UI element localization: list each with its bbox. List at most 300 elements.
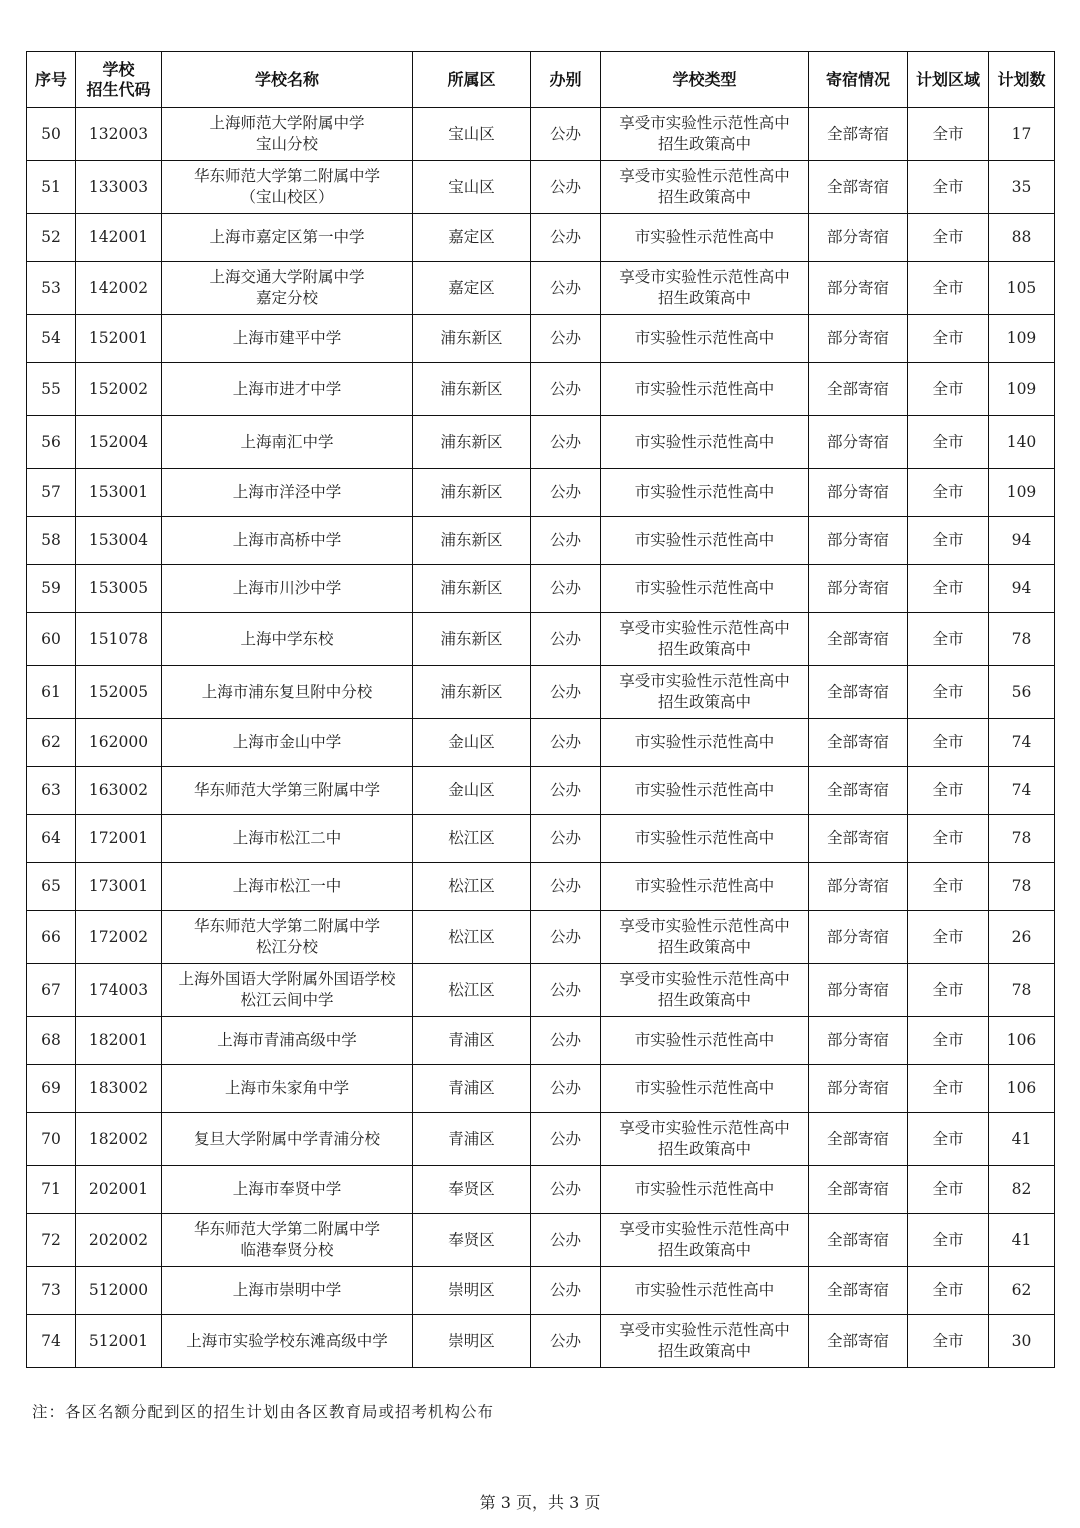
cell-district-text: 松江区: [448, 980, 495, 999]
cell-plan-count-text: 62: [1011, 1281, 1032, 1299]
cell-code-text: 162000: [88, 733, 149, 751]
cell-boarding-text: 全部寄宿: [826, 177, 889, 196]
table-row: [27, 469, 1055, 517]
cell-school-type-text: 享受市实验性示范性高中 招生政策高中: [619, 114, 790, 153]
cell-plan-count: [989, 517, 1055, 565]
cell-boarding: [809, 911, 908, 964]
table-row: [27, 416, 1055, 469]
cell-plan-count-text: 106: [1006, 1079, 1037, 1097]
cell-plan-area: [908, 1166, 989, 1214]
cell-code: [76, 964, 162, 1017]
cell-boarding: [809, 363, 908, 416]
cell-plan-area-text: 全市: [932, 1079, 964, 1097]
cell-plan-count-text: 74: [1011, 781, 1032, 799]
footnote: 注：各区名额分配到区的招生计划由各区教育局或招考机构公布: [32, 1403, 495, 1421]
cell-school-name-text: 上海市松江二中: [232, 829, 342, 847]
cell-seq-text: 54: [41, 329, 61, 347]
cell-code-text: 152002: [88, 379, 149, 398]
cell-plan-count-text: 109: [1006, 483, 1037, 501]
cell-seq: [27, 613, 76, 666]
cell-school-name: [162, 1113, 413, 1166]
cell-seq: [27, 1315, 76, 1368]
cell-code-text: 173001: [88, 877, 149, 895]
cell-plan-count-text: 106: [1006, 1031, 1037, 1049]
cell-code-text: 142002: [88, 278, 149, 297]
cell-plan-area-text: 全市: [932, 629, 964, 648]
cell-code-text: 153005: [88, 579, 149, 597]
cell-boarding: [809, 262, 908, 315]
cell-school-name-text: 上海市金山中学: [232, 733, 342, 751]
table-row: [27, 815, 1055, 863]
cell-run-type: [531, 517, 601, 565]
cell-plan-count: [989, 815, 1055, 863]
cell-plan-area: [908, 911, 989, 964]
table-row: [27, 613, 1055, 666]
cell-boarding-text: 部分寄宿: [826, 1031, 889, 1049]
cell-district: [413, 469, 531, 517]
cell-school-name-text: 上海中学东校: [240, 629, 334, 648]
cell-school-name: [162, 1214, 413, 1267]
cell-school-name-text: 上海市浦东复旦附中分校: [201, 682, 373, 701]
cell-seq: [27, 1017, 76, 1065]
cell-plan-area-text: 全市: [932, 980, 964, 999]
cell-code-text: 132003: [88, 124, 149, 143]
table-row: [27, 767, 1055, 815]
cell-run-type: [531, 767, 601, 815]
cell-school-type: [601, 1113, 809, 1166]
cell-district-text: 青浦区: [448, 1031, 495, 1049]
cell-school-name: [162, 108, 413, 161]
cell-plan-area: [908, 416, 989, 469]
cell-seq-text: 70: [41, 1129, 61, 1148]
cell-code: [76, 469, 162, 517]
table-row: [27, 262, 1055, 315]
cell-district: [413, 214, 531, 262]
cell-district: [413, 666, 531, 719]
cell-plan-area-text: 全市: [932, 228, 964, 246]
cell-district: [413, 108, 531, 161]
cell-seq: [27, 1166, 76, 1214]
cell-plan-area: [908, 815, 989, 863]
cell-run-type-text: 公办: [549, 1180, 581, 1198]
cell-boarding: [809, 613, 908, 666]
cell-school-name: [162, 1065, 413, 1113]
cell-district: [413, 315, 531, 363]
cell-district-text: 青浦区: [448, 1129, 495, 1148]
cell-code: [76, 1267, 162, 1315]
cell-school-name: [162, 767, 413, 815]
cell-plan-area-text: 全市: [932, 483, 964, 501]
table-row: [27, 1267, 1055, 1315]
cell-school-name-text: 上海南汇中学: [240, 432, 334, 451]
cell-plan-count: [989, 719, 1055, 767]
cell-seq: [27, 911, 76, 964]
cell-school-name: [162, 911, 413, 964]
cell-boarding: [809, 767, 908, 815]
cell-boarding-text: 部分寄宿: [826, 483, 889, 501]
cell-plan-area: [908, 1017, 989, 1065]
cell-seq: [27, 1267, 76, 1315]
cell-school-name-text: 上海市建平中学: [232, 329, 342, 347]
cell-seq: [27, 517, 76, 565]
cell-school-type-text: 享受市实验性示范性高中 招生政策高中: [619, 619, 790, 658]
cell-code-text: 202002: [88, 1230, 149, 1249]
cell-code: [76, 108, 162, 161]
cell-district: [413, 815, 531, 863]
cell-plan-count: [989, 363, 1055, 416]
cell-school-name: [162, 613, 413, 666]
cell-code: [76, 666, 162, 719]
cell-seq-text: 50: [41, 124, 61, 143]
cell-run-type: [531, 1267, 601, 1315]
cell-district: [413, 1267, 531, 1315]
cell-code-text: 182002: [88, 1129, 149, 1148]
cell-run-type: [531, 911, 601, 964]
cell-boarding-text: 部分寄宿: [826, 1079, 889, 1097]
cell-school-type: [601, 613, 809, 666]
cell-plan-count-text: 41: [1011, 1230, 1032, 1249]
cell-school-type: [601, 1065, 809, 1113]
cell-plan-area: [908, 108, 989, 161]
cell-district-text: 奉贤区: [448, 1230, 495, 1249]
cell-school-name: [162, 161, 413, 214]
cell-code: [76, 517, 162, 565]
cell-run-type-text: 公办: [549, 927, 581, 946]
cell-district-text: 嘉定区: [448, 278, 495, 297]
cell-plan-count-text: 41: [1011, 1129, 1032, 1148]
cell-school-name: [162, 363, 413, 416]
cell-run-type: [531, 666, 601, 719]
cell-boarding: [809, 565, 908, 613]
cell-district: [413, 964, 531, 1017]
cell-school-name-text: 复旦大学附属中学青浦分校: [193, 1129, 380, 1148]
cell-plan-count-text: 78: [1011, 829, 1032, 847]
cell-boarding-text: 部分寄宿: [826, 579, 889, 597]
cell-plan-area: [908, 1065, 989, 1113]
cell-plan-count: [989, 911, 1055, 964]
cell-school-type-text: 市实验性示范性高中: [634, 483, 775, 501]
cell-run-type: [531, 863, 601, 911]
cell-plan-area-text: 全市: [932, 329, 964, 347]
cell-plan-count: [989, 108, 1055, 161]
cell-seq: [27, 863, 76, 911]
cell-run-type-text: 公办: [549, 124, 581, 143]
cell-seq: [27, 815, 76, 863]
cell-run-type-text: 公办: [549, 733, 581, 751]
cell-school-name: [162, 214, 413, 262]
cell-code: [76, 315, 162, 363]
cell-plan-area: [908, 863, 989, 911]
cell-run-type: [531, 719, 601, 767]
cell-plan-count: [989, 416, 1055, 469]
cell-school-type: [601, 767, 809, 815]
cell-school-type-text: 市实验性示范性高中: [634, 877, 775, 895]
cell-boarding: [809, 1065, 908, 1113]
cell-school-name-text: 华东师范大学第二附属中学 松江分校: [193, 917, 380, 956]
cell-school-type-text: 享受市实验性示范性高中 招生政策高中: [619, 970, 790, 1009]
cell-run-type-text: 公办: [549, 579, 581, 597]
cell-seq-text: 52: [41, 228, 61, 246]
cell-plan-count-text: 78: [1011, 629, 1032, 648]
cell-seq: [27, 262, 76, 315]
cell-seq-text: 60: [41, 629, 61, 648]
cell-school-name-text: 上海市青浦高级中学: [217, 1031, 357, 1049]
table-row: [27, 517, 1055, 565]
cell-plan-count-text: 74: [1011, 733, 1032, 751]
cell-plan-area: [908, 517, 989, 565]
header-code-line1: 学校: [102, 59, 135, 79]
cell-district-text: 金山区: [448, 781, 495, 799]
cell-code: [76, 416, 162, 469]
cell-plan-count-text: 82: [1011, 1180, 1032, 1198]
cell-plan-area-text: 全市: [932, 432, 964, 451]
cell-district-text: 浦东新区: [440, 682, 503, 701]
cell-school-name: [162, 416, 413, 469]
cell-code: [76, 161, 162, 214]
cell-plan-count: [989, 1214, 1055, 1267]
cell-plan-count-text: 30: [1011, 1331, 1032, 1350]
cell-code: [76, 1113, 162, 1166]
cell-school-type-text: 市实验性示范性高中: [634, 733, 775, 751]
cell-run-type-text: 公办: [549, 980, 581, 999]
cell-school-type: [601, 863, 809, 911]
cell-code: [76, 613, 162, 666]
cell-plan-area-text: 全市: [932, 379, 964, 398]
cell-school-name-text: 上海交通大学附属中学 嘉定分校: [209, 268, 365, 307]
cell-school-type: [601, 108, 809, 161]
cell-district-text: 浦东新区: [440, 483, 503, 501]
cell-plan-count: [989, 469, 1055, 517]
cell-code: [76, 262, 162, 315]
cell-district: [413, 1166, 531, 1214]
cell-seq-text: 71: [41, 1180, 61, 1198]
cell-plan-count: [989, 565, 1055, 613]
cell-school-type-text: 享受市实验性示范性高中 招生政策高中: [619, 672, 790, 711]
cell-school-name-text: 上海市进才中学: [232, 379, 342, 398]
cell-run-type-text: 公办: [549, 1230, 581, 1249]
cell-district: [413, 517, 531, 565]
cell-district: [413, 416, 531, 469]
cell-seq: [27, 108, 76, 161]
table-row: [27, 1214, 1055, 1267]
cell-boarding-text: 部分寄宿: [826, 329, 889, 347]
header-row: [27, 52, 1055, 108]
cell-plan-area-text: 全市: [932, 733, 964, 751]
cell-seq-text: 61: [41, 682, 61, 701]
cell-district: [413, 863, 531, 911]
header-name: 学校名称: [162, 52, 413, 108]
cell-boarding: [809, 1267, 908, 1315]
cell-plan-count-text: 88: [1011, 228, 1032, 246]
cell-boarding-text: 全部寄宿: [826, 1281, 889, 1299]
cell-boarding: [809, 863, 908, 911]
cell-seq-text: 67: [41, 980, 61, 999]
cell-boarding-text: 全部寄宿: [826, 1230, 889, 1249]
cell-boarding: [809, 161, 908, 214]
cell-run-type: [531, 1166, 601, 1214]
cell-school-name-text: 华东师范大学第二附属中学 临港奉贤分校: [193, 1220, 380, 1259]
cell-seq: [27, 363, 76, 416]
cell-seq-text: 59: [41, 579, 61, 597]
cell-seq: [27, 315, 76, 363]
cell-boarding-text: 全部寄宿: [826, 781, 889, 799]
cell-school-type-text: 市实验性示范性高中: [634, 781, 775, 799]
cell-plan-area-text: 全市: [932, 531, 964, 549]
cell-district: [413, 565, 531, 613]
table-row: [27, 964, 1055, 1017]
cell-plan-area-text: 全市: [932, 877, 964, 895]
cell-plan-area-text: 全市: [932, 1281, 964, 1299]
cell-code-text: 153001: [88, 483, 149, 501]
cell-school-type: [601, 262, 809, 315]
cell-seq: [27, 1065, 76, 1113]
cell-school-type: [601, 1017, 809, 1065]
cell-plan-area-text: 全市: [932, 124, 964, 143]
cell-seq-text: 63: [41, 781, 61, 799]
cell-run-type: [531, 214, 601, 262]
cell-school-type: [601, 719, 809, 767]
cell-code: [76, 911, 162, 964]
cell-school-name-text: 上海市川沙中学: [232, 579, 342, 597]
cell-run-type-text: 公办: [549, 329, 581, 347]
cell-boarding: [809, 416, 908, 469]
cell-district-text: 浦东新区: [440, 531, 503, 549]
cell-school-type: [601, 1166, 809, 1214]
cell-school-type: [601, 1315, 809, 1368]
cell-code-text: 512001: [88, 1331, 149, 1350]
header-plan-count: 计划数: [989, 52, 1055, 108]
cell-school-name: [162, 262, 413, 315]
cell-school-type: [601, 1214, 809, 1267]
cell-school-type-text: 市实验性示范性高中: [634, 432, 775, 451]
cell-code-text: 172001: [88, 829, 149, 847]
cell-plan-area-text: 全市: [932, 177, 964, 196]
cell-school-name: [162, 469, 413, 517]
cell-run-type: [531, 1065, 601, 1113]
cell-plan-count-text: 140: [1006, 432, 1037, 451]
cell-seq: [27, 565, 76, 613]
cell-run-type-text: 公办: [549, 432, 581, 451]
cell-seq: [27, 719, 76, 767]
cell-boarding: [809, 108, 908, 161]
table-row: [27, 1017, 1055, 1065]
cell-code-text: 163002: [88, 781, 149, 799]
cell-school-type: [601, 565, 809, 613]
table-row: [27, 363, 1055, 416]
cell-school-type-text: 享受市实验性示范性高中 招生政策高中: [619, 1321, 790, 1360]
cell-school-type: [601, 416, 809, 469]
table-row: [27, 214, 1055, 262]
cell-plan-count-text: 94: [1011, 579, 1032, 597]
cell-school-name: [162, 315, 413, 363]
cell-plan-area-text: 全市: [932, 1031, 964, 1049]
cell-code: [76, 719, 162, 767]
cell-plan-area: [908, 1267, 989, 1315]
cell-district-text: 奉贤区: [448, 1180, 495, 1198]
cell-code: [76, 565, 162, 613]
cell-plan-area-text: 全市: [932, 682, 964, 701]
cell-boarding-text: 全部寄宿: [826, 124, 889, 143]
cell-boarding-text: 全部寄宿: [826, 1129, 889, 1148]
cell-code-text: 183002: [88, 1079, 149, 1097]
cell-seq-text: 65: [41, 877, 61, 895]
cell-plan-area-text: 全市: [932, 927, 964, 946]
header-boarding: 寄宿情况: [809, 52, 908, 108]
cell-school-type-text: 市实验性示范性高中: [634, 531, 775, 549]
cell-district: [413, 1113, 531, 1166]
cell-plan-area: [908, 666, 989, 719]
cell-school-name: [162, 815, 413, 863]
cell-plan-count-text: 78: [1011, 877, 1032, 895]
cell-run-type: [531, 1113, 601, 1166]
cell-school-type: [601, 161, 809, 214]
cell-school-name-text: 上海市奉贤中学: [232, 1180, 342, 1198]
cell-school-name-text: 上海市洋泾中学: [232, 483, 342, 501]
page-number: 第 3 页，共 3 页: [479, 1493, 601, 1512]
cell-plan-area: [908, 767, 989, 815]
cell-district: [413, 613, 531, 666]
cell-boarding: [809, 964, 908, 1017]
cell-run-type-text: 公办: [549, 877, 581, 895]
cell-district-text: 嘉定区: [448, 228, 495, 246]
cell-boarding-text: 全部寄宿: [826, 829, 889, 847]
cell-district-text: 崇明区: [448, 1281, 495, 1299]
cell-district: [413, 719, 531, 767]
cell-boarding: [809, 719, 908, 767]
cell-plan-count-text: 26: [1011, 927, 1032, 946]
cell-district-text: 金山区: [448, 733, 495, 751]
cell-run-type: [531, 613, 601, 666]
cell-code-text: 512000: [88, 1281, 149, 1299]
cell-plan-area-text: 全市: [932, 278, 964, 297]
cell-district-text: 浦东新区: [440, 379, 503, 398]
cell-school-name-text: 上海师范大学附属中学 宝山分校: [209, 114, 365, 153]
cell-plan-area-text: 全市: [932, 579, 964, 597]
cell-seq: [27, 214, 76, 262]
cell-boarding: [809, 315, 908, 363]
cell-school-name-text: 上海外国语大学附属外国语学校 松江云间中学: [178, 970, 396, 1009]
cell-seq-text: 74: [41, 1331, 61, 1350]
cell-boarding: [809, 666, 908, 719]
cell-district-text: 宝山区: [448, 177, 495, 196]
cell-school-name-text: 上海市崇明中学: [232, 1281, 342, 1299]
cell-plan-count-text: 78: [1011, 980, 1032, 999]
cell-plan-count: [989, 767, 1055, 815]
table-row: [27, 666, 1055, 719]
cell-school-type: [601, 517, 809, 565]
cell-code-text: 142001: [88, 228, 149, 246]
cell-plan-area: [908, 964, 989, 1017]
cell-district: [413, 1017, 531, 1065]
cell-seq-text: 72: [41, 1230, 61, 1249]
cell-run-type: [531, 161, 601, 214]
cell-school-type-text: 市实验性示范性高中: [634, 1079, 775, 1097]
cell-run-type: [531, 108, 601, 161]
cell-code-text: 151078: [88, 629, 149, 648]
cell-seq: [27, 964, 76, 1017]
cell-boarding: [809, 1166, 908, 1214]
cell-code-text: 202001: [88, 1180, 149, 1198]
cell-school-type-text: 市实验性示范性高中: [634, 329, 775, 347]
cell-plan-area: [908, 1214, 989, 1267]
cell-run-type-text: 公办: [549, 781, 581, 799]
cell-plan-count: [989, 1315, 1055, 1368]
cell-run-type-text: 公办: [549, 228, 581, 246]
cell-school-type: [601, 214, 809, 262]
cell-school-name-text: 上海市松江一中: [232, 877, 342, 895]
header-plan-area: 计划区域: [908, 52, 989, 108]
cell-school-type: [601, 363, 809, 416]
